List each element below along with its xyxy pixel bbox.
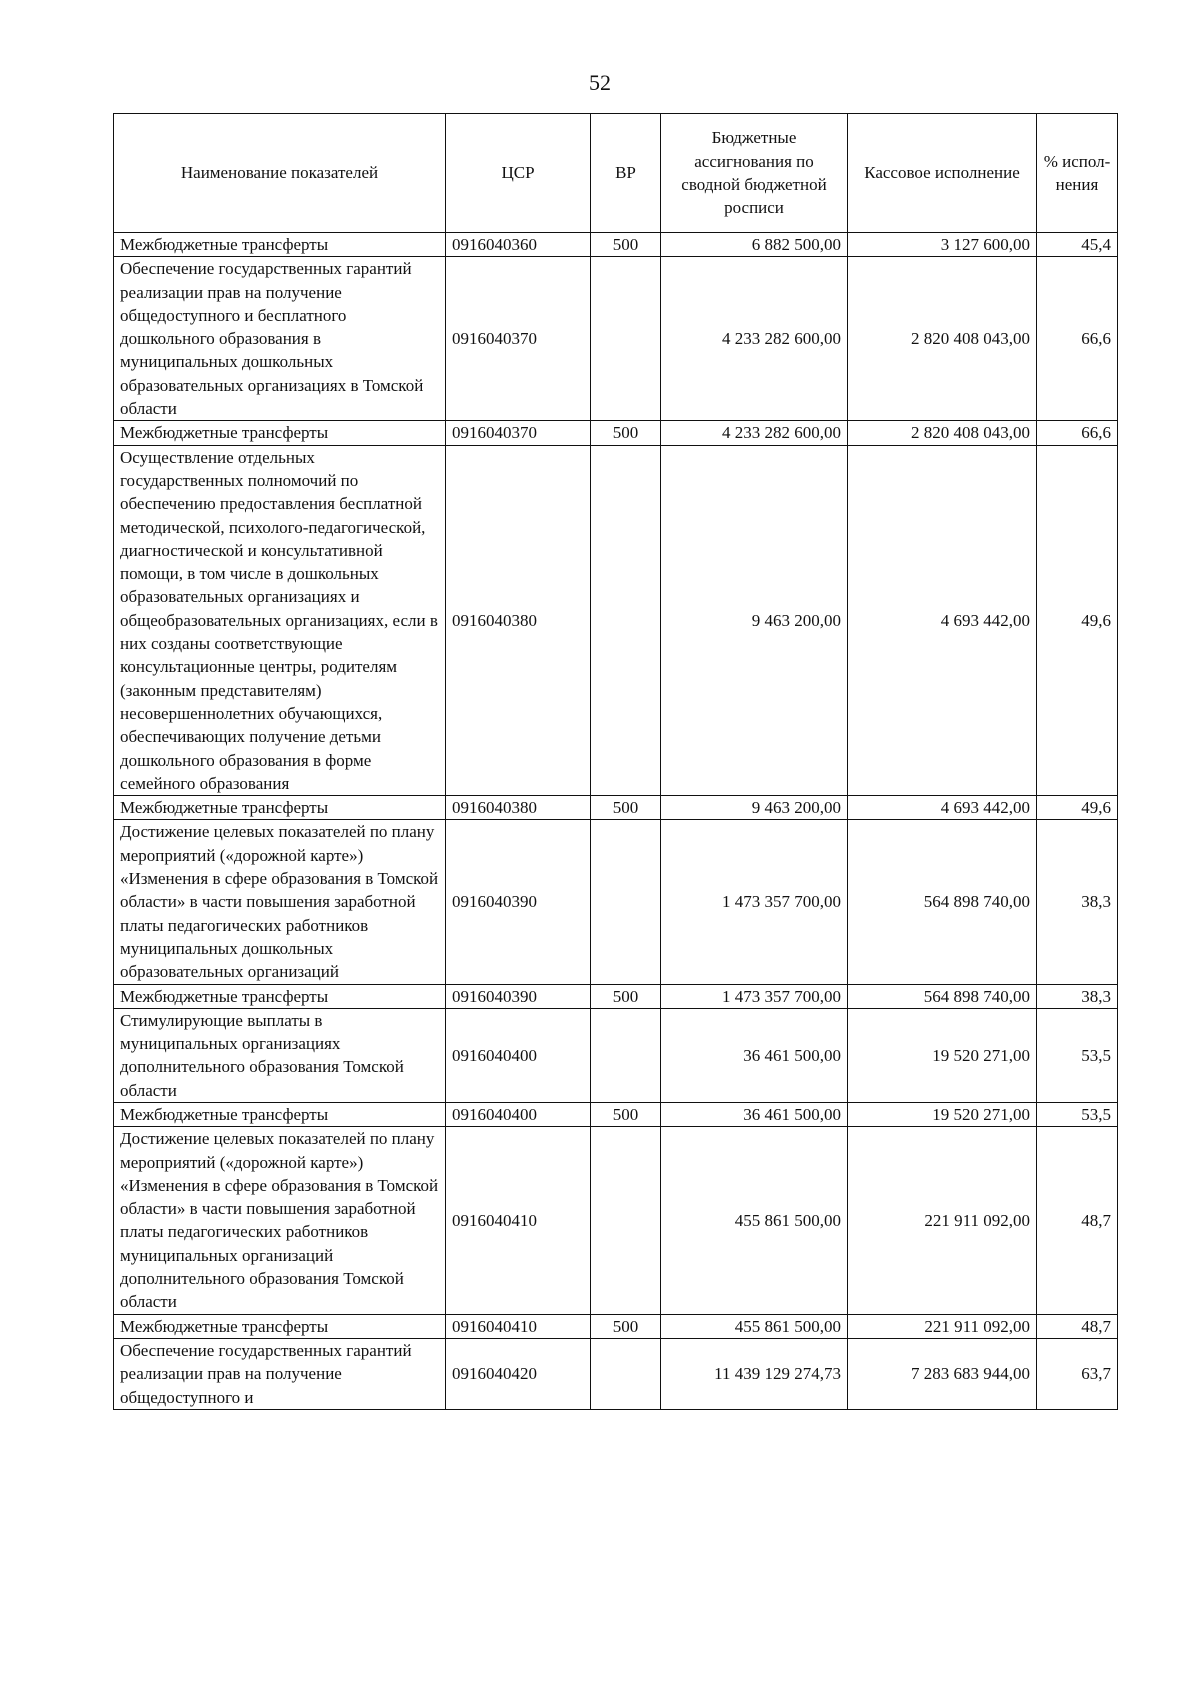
cell-csr: 0916040390 xyxy=(446,984,591,1008)
cell-execution: 221 911 092,00 xyxy=(848,1314,1037,1338)
cell-percent: 48,7 xyxy=(1037,1314,1118,1338)
cell-execution: 7 283 683 944,00 xyxy=(848,1338,1037,1409)
cell-allocations: 1 473 357 700,00 xyxy=(661,984,848,1008)
cell-vr: 500 xyxy=(591,796,661,820)
header-csr: ЦСР xyxy=(446,114,591,233)
cell-percent: 38,3 xyxy=(1037,984,1118,1008)
header-vr: ВР xyxy=(591,114,661,233)
cell-allocations: 9 463 200,00 xyxy=(661,796,848,820)
table-row xyxy=(114,1008,1118,1102)
cell-vr xyxy=(591,445,661,795)
cell-allocations: 36 461 500,00 xyxy=(661,1102,848,1126)
page-number: 52 xyxy=(589,70,611,95)
cell-vr: 500 xyxy=(591,984,661,1008)
cell-name: Достижение целевых показателей по плану мероприятий («дорожной карте») «Изменения в сфере образования в Томской области» в части повышения заработной платы педагогических работников муниципальных организаций дополнительного образования Томской области xyxy=(114,1127,446,1314)
header-allocations: Бюджетные ассигнования по сводной бюджетной росписи xyxy=(661,114,848,233)
cell-allocations: 455 861 500,00 xyxy=(661,1314,848,1338)
budget-table xyxy=(113,113,1118,1410)
cell-csr: 0916040370 xyxy=(446,257,591,421)
table-row xyxy=(114,1314,1118,1338)
cell-name: Достижение целевых показателей по плану мероприятий («дорожной карте») «Изменения в сфере образования в Томской области» в части повышения заработной платы педагогических работников муниципальных дошкольных образовательных организаций xyxy=(114,820,446,984)
cell-execution: 4 693 442,00 xyxy=(848,796,1037,820)
cell-vr: 500 xyxy=(591,1102,661,1126)
cell-allocations: 36 461 500,00 xyxy=(661,1008,848,1102)
cell-csr: 0916040400 xyxy=(446,1008,591,1102)
cell-vr xyxy=(591,257,661,421)
cell-vr: 500 xyxy=(591,421,661,445)
cell-allocations: 4 233 282 600,00 xyxy=(661,421,848,445)
cell-csr: 0916040420 xyxy=(446,1338,591,1409)
cell-execution: 4 693 442,00 xyxy=(848,445,1037,795)
cell-percent: 49,6 xyxy=(1037,796,1118,820)
cell-name: Обеспечение государственных гарантий реализации прав на получение общедоступного и бесплатного дошкольного образования в муниципальных дошкольных образовательных организациях в Томской области xyxy=(114,257,446,421)
cell-vr xyxy=(591,1338,661,1409)
cell-name: Стимулирующие выплаты в муниципальных организациях дополнительного образования Томской области xyxy=(114,1008,446,1102)
cell-csr: 0916040360 xyxy=(446,233,591,257)
cell-vr xyxy=(591,820,661,984)
cell-allocations: 1 473 357 700,00 xyxy=(661,820,848,984)
table-row xyxy=(114,1102,1118,1126)
table-row xyxy=(114,233,1118,257)
cell-allocations: 9 463 200,00 xyxy=(661,445,848,795)
cell-name: Межбюджетные трансферты xyxy=(114,1314,446,1338)
cell-csr: 0916040390 xyxy=(446,820,591,984)
table-header-row xyxy=(114,114,1118,233)
cell-csr: 0916040370 xyxy=(446,421,591,445)
cell-execution: 3 127 600,00 xyxy=(848,233,1037,257)
cell-vr xyxy=(591,1008,661,1102)
cell-csr: 0916040380 xyxy=(446,445,591,795)
cell-percent: 53,5 xyxy=(1037,1008,1118,1102)
header-execution: Кассовое исполнение xyxy=(848,114,1037,233)
cell-allocations: 11 439 129 274,73 xyxy=(661,1338,848,1409)
cell-name: Обеспечение государственных гарантий реализации прав на получение общедоступного и xyxy=(114,1338,446,1409)
cell-percent: 38,3 xyxy=(1037,820,1118,984)
cell-percent: 66,6 xyxy=(1037,257,1118,421)
cell-name: Межбюджетные трансферты xyxy=(114,421,446,445)
cell-allocations: 6 882 500,00 xyxy=(661,233,848,257)
cell-csr: 0916040410 xyxy=(446,1314,591,1338)
cell-vr: 500 xyxy=(591,1314,661,1338)
cell-execution: 564 898 740,00 xyxy=(848,984,1037,1008)
table-row xyxy=(114,1338,1118,1409)
cell-name: Межбюджетные трансферты xyxy=(114,1102,446,1126)
cell-name: Осуществление отдельных государственных полномочий по обеспечению предоставления бесплатной методической, психолого-педагогической, диагностической и консультативной помощи, в том числе в дошкольных образовательных организациях и общеобразовательных организациях, если в них созданы соответствующие консультационные центры, родителям (законным представителям) несовершеннолетних обучающихся, обеспечивающих получение детьми дошкольного образования в форме семейного образования xyxy=(114,445,446,795)
cell-percent: 53,5 xyxy=(1037,1102,1118,1126)
cell-allocations: 4 233 282 600,00 xyxy=(661,257,848,421)
cell-csr: 0916040400 xyxy=(446,1102,591,1126)
table-row xyxy=(114,445,1118,795)
cell-csr: 0916040380 xyxy=(446,796,591,820)
header-name: Наименование показателей xyxy=(114,114,446,233)
cell-allocations: 455 861 500,00 xyxy=(661,1127,848,1314)
cell-name: Межбюджетные трансферты xyxy=(114,984,446,1008)
table-row xyxy=(114,257,1118,421)
cell-csr: 0916040410 xyxy=(446,1127,591,1314)
header-percent: % испол-нения xyxy=(1037,114,1118,233)
cell-percent: 45,4 xyxy=(1037,233,1118,257)
cell-percent: 66,6 xyxy=(1037,421,1118,445)
table-row xyxy=(114,820,1118,984)
cell-execution: 19 520 271,00 xyxy=(848,1102,1037,1126)
cell-execution: 19 520 271,00 xyxy=(848,1008,1037,1102)
cell-execution: 564 898 740,00 xyxy=(848,820,1037,984)
table-row xyxy=(114,984,1118,1008)
cell-name: Межбюджетные трансферты xyxy=(114,796,446,820)
table-row xyxy=(114,421,1118,445)
cell-percent: 49,6 xyxy=(1037,445,1118,795)
table-row xyxy=(114,796,1118,820)
cell-execution: 2 820 408 043,00 xyxy=(848,421,1037,445)
cell-percent: 63,7 xyxy=(1037,1338,1118,1409)
table-row xyxy=(114,1127,1118,1314)
cell-percent: 48,7 xyxy=(1037,1127,1118,1314)
cell-vr xyxy=(591,1127,661,1314)
cell-execution: 2 820 408 043,00 xyxy=(848,257,1037,421)
cell-name: Межбюджетные трансферты xyxy=(114,233,446,257)
cell-vr: 500 xyxy=(591,233,661,257)
cell-execution: 221 911 092,00 xyxy=(848,1127,1037,1314)
